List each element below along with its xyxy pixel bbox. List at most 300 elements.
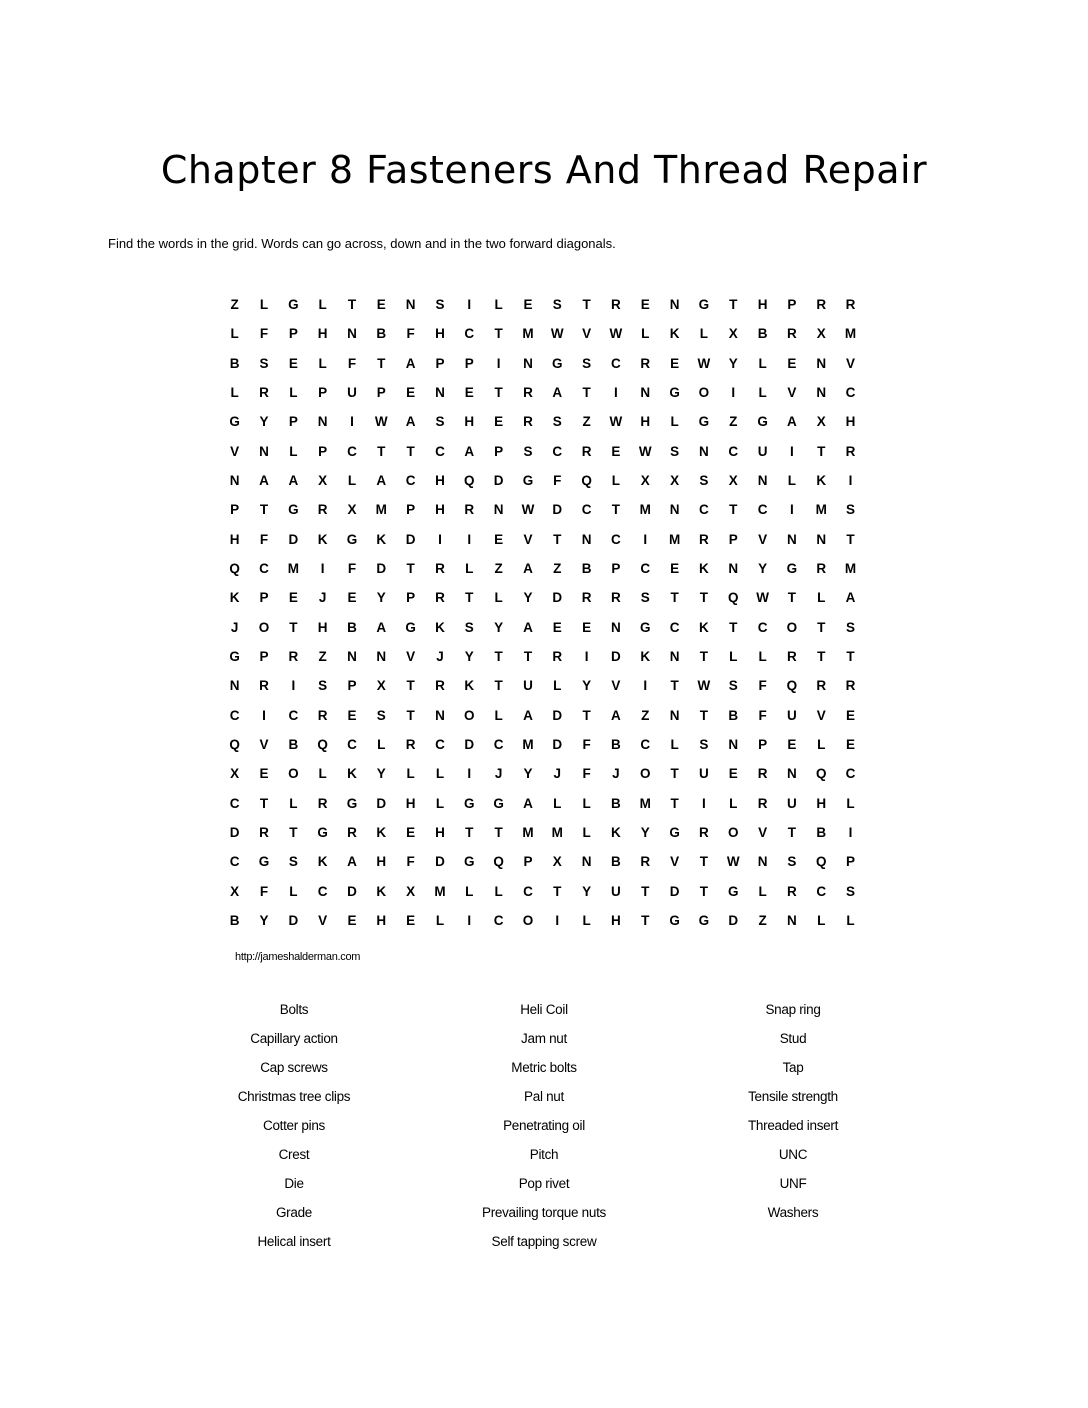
grid-cell: H xyxy=(757,297,768,313)
grid-cell: I xyxy=(790,443,794,459)
grid-cell: Q xyxy=(786,678,798,694)
grid-cell: C xyxy=(229,795,240,811)
grid-cell: P xyxy=(494,443,504,459)
grid-cell: T xyxy=(406,561,415,577)
grid-cell: N xyxy=(787,913,797,929)
grid-cell: R xyxy=(816,678,827,694)
grid-cell: O xyxy=(258,619,270,635)
grid-cell: Q xyxy=(229,737,240,753)
grid-cell: G xyxy=(229,649,240,665)
grid-cell: Y xyxy=(259,913,269,929)
word-list-item: Cotter pins xyxy=(263,1118,325,1133)
grid-cell: B xyxy=(229,355,240,371)
grid-cell: T xyxy=(787,825,797,841)
grid-cell: M xyxy=(815,502,827,518)
grid-cell: A xyxy=(405,355,416,371)
grid-cell: D xyxy=(611,649,621,665)
grid-cell: L xyxy=(259,297,269,313)
word-list-item: Pitch xyxy=(529,1147,559,1162)
grid-cell: R xyxy=(259,678,269,694)
grid-cell: J xyxy=(436,649,444,665)
grid-cell: G xyxy=(552,355,563,371)
grid-cell: M xyxy=(287,561,299,577)
grid-cell: K xyxy=(376,883,387,899)
grid-cell: K xyxy=(816,473,827,489)
grid-cell: H xyxy=(435,502,445,518)
grid-cell: R xyxy=(845,443,856,459)
grid-cell: H xyxy=(640,414,651,430)
grid-cell: U xyxy=(347,385,357,401)
grid-row xyxy=(220,378,880,407)
grid-cell: T xyxy=(670,795,679,811)
grid-cell: R xyxy=(845,678,856,694)
grid-cell: R xyxy=(816,561,827,577)
grid-cell: R xyxy=(464,502,475,518)
grid-cell: Y xyxy=(376,766,386,782)
grid-cell: T xyxy=(699,883,709,899)
grid-cell: M xyxy=(668,531,681,547)
grid-cell: L xyxy=(347,473,357,489)
grid-cell: I xyxy=(467,297,472,313)
grid-cell: D xyxy=(288,913,299,929)
grid-cell: X xyxy=(376,678,386,694)
grid-cell: W xyxy=(697,678,711,694)
grid-cell: C xyxy=(728,443,739,459)
grid-cell: Y xyxy=(582,678,592,694)
grid-cell: F xyxy=(347,355,357,371)
grid-cell: I xyxy=(614,385,618,401)
grid-cell: V xyxy=(670,854,680,870)
grid-cell: E xyxy=(787,737,797,753)
grid-cell: K xyxy=(464,678,475,694)
grid-cell: G xyxy=(346,795,358,811)
grid-cell: A xyxy=(259,473,269,489)
grid-cell: J xyxy=(553,766,562,782)
word-list-item: Jam nut xyxy=(521,1031,567,1046)
grid-cell: N xyxy=(435,385,445,401)
grid-cell: X xyxy=(670,473,680,489)
grid-cell: A xyxy=(405,414,416,430)
grid-cell: X xyxy=(728,326,738,342)
grid-cell: D xyxy=(376,561,387,577)
grid-cell: C xyxy=(523,883,533,899)
grid-cell: F xyxy=(406,854,415,870)
word-list-item: Pop rivet xyxy=(518,1176,570,1191)
grid-cell: L xyxy=(758,355,767,371)
grid-cell: I xyxy=(731,385,736,401)
grid-cell: Y xyxy=(640,825,650,841)
grid-cell: E xyxy=(464,385,474,401)
grid-cell: E xyxy=(494,531,504,547)
word-list-item: UNF xyxy=(779,1176,807,1191)
grid-cell: L xyxy=(318,297,327,313)
grid-cell: N xyxy=(757,473,768,489)
grid-cell: W xyxy=(374,414,388,430)
grid-cell: T xyxy=(670,766,679,782)
grid-cell: T xyxy=(670,590,679,606)
grid-cell: A xyxy=(288,473,299,489)
grid-cell: B xyxy=(376,326,387,342)
grid-cell: H xyxy=(317,619,328,635)
grid-cell: T xyxy=(641,883,650,899)
grid-cell: C xyxy=(435,443,445,459)
grid-cell: K xyxy=(699,619,709,635)
grid-cell: F xyxy=(406,326,415,342)
grid-cell: W xyxy=(609,326,623,342)
grid-cell: K xyxy=(699,561,709,577)
grid-cell: N xyxy=(787,766,797,782)
grid-cell: T xyxy=(494,649,503,665)
grid-cell: T xyxy=(377,355,386,371)
source-url: http://jameshalderman.com xyxy=(235,951,361,963)
grid-cell: N xyxy=(640,385,651,401)
grid-cell: G xyxy=(493,795,504,811)
grid-cell: I xyxy=(438,531,442,547)
grid-cell: A xyxy=(347,854,357,870)
grid-cell: T xyxy=(611,502,621,518)
grid-cell: K xyxy=(376,825,387,841)
grid-cell: L xyxy=(670,414,679,430)
grid-cell: V xyxy=(611,678,621,694)
word-list-item: Capillary action xyxy=(250,1031,338,1046)
grid-cell: T xyxy=(846,649,855,665)
grid-cell: I xyxy=(584,649,589,665)
grid-row xyxy=(220,730,880,759)
grid-cell: M xyxy=(522,825,534,841)
grid-cell: C xyxy=(347,737,357,753)
grid-cell: X xyxy=(230,766,240,782)
grid-cell: V xyxy=(758,531,768,547)
grid-cell: E xyxy=(494,414,504,430)
grid-cell: Z xyxy=(729,414,738,430)
word-list-item: Self tapping screw xyxy=(491,1234,597,1249)
grid-cell: Z xyxy=(758,913,767,929)
word-list-item: Die xyxy=(284,1176,304,1191)
grid-cell: Q xyxy=(815,854,827,870)
grid-cell: R xyxy=(317,502,328,518)
grid-cell: L xyxy=(582,795,591,811)
grid-cell: L xyxy=(406,766,415,782)
grid-cell: B xyxy=(288,737,299,753)
grid-cell: L xyxy=(817,913,826,929)
word-list-item: Prevailing torque nuts xyxy=(482,1205,606,1220)
grid-cell: C xyxy=(229,854,240,870)
grid-cell: C xyxy=(611,355,621,371)
grid-row xyxy=(220,319,880,348)
grid-cell: Z xyxy=(641,707,650,723)
page-title: Chapter 8 Fasteners And Thread Repair xyxy=(160,148,928,192)
grid-cell: H xyxy=(816,795,827,811)
grid-cell: G xyxy=(669,385,680,401)
grid-cell: X xyxy=(230,883,240,899)
grid-cell: O xyxy=(786,619,798,635)
grid-cell: Q xyxy=(229,561,240,577)
grid-cell: S xyxy=(670,443,680,459)
grid-cell: L xyxy=(553,678,562,694)
grid-cell: I xyxy=(262,707,266,723)
grid-cell: E xyxy=(288,355,298,371)
grid-cell: S xyxy=(699,473,709,489)
grid-cell: H xyxy=(317,326,328,342)
grid-cell: S xyxy=(318,678,328,694)
grid-cell: U xyxy=(757,443,768,459)
grid-cell: F xyxy=(259,326,269,342)
grid-cell: I xyxy=(467,531,472,547)
grid-cell: R xyxy=(757,795,768,811)
grid-cell: Q xyxy=(317,737,328,753)
grid-cell: D xyxy=(229,825,240,841)
grid-cell: A xyxy=(552,385,563,401)
grid-cell: X xyxy=(552,854,562,870)
grid-row xyxy=(220,495,880,524)
grid-cell: V xyxy=(259,737,269,753)
grid-cell: N xyxy=(669,649,680,665)
grid-cell: D xyxy=(288,531,299,547)
grid-cell: I xyxy=(291,678,296,694)
grid-cell: T xyxy=(817,649,826,665)
grid-cell: G xyxy=(317,825,328,841)
grid-row xyxy=(220,349,880,378)
grid-cell: I xyxy=(555,913,560,929)
grid-cell: O xyxy=(698,385,710,401)
grid-cell: E xyxy=(846,707,856,723)
grid-cell: P xyxy=(288,414,298,430)
grid-cell: E xyxy=(670,355,680,371)
grid-cell: R xyxy=(699,825,709,841)
grid-cell: G xyxy=(698,414,710,430)
grid-cell: C xyxy=(816,883,827,899)
grid-cell: B xyxy=(757,326,768,342)
word-list-item: Grade xyxy=(275,1205,313,1220)
grid-cell: E xyxy=(728,766,738,782)
grid-cell: I xyxy=(320,561,325,577)
grid-cell: L xyxy=(611,473,621,489)
grid-cell: B xyxy=(816,825,827,841)
grid-cell: R xyxy=(435,590,445,606)
grid-cell: L xyxy=(699,326,709,342)
grid-cell: C xyxy=(611,531,621,547)
grid-cell: N xyxy=(728,737,739,753)
grid-cell: G xyxy=(698,913,710,929)
grid-row xyxy=(220,847,880,876)
grid-cell: N xyxy=(669,707,680,723)
grid-cell: T xyxy=(729,619,738,635)
grid-cell: S xyxy=(288,854,298,870)
grid-cell: N xyxy=(493,502,504,518)
grid-cell: N xyxy=(816,531,827,547)
grid-cell: W xyxy=(697,355,711,371)
grid-cell: P xyxy=(230,502,240,518)
grid-cell: T xyxy=(582,385,591,401)
grid-cell: I xyxy=(496,355,501,371)
grid-cell: S xyxy=(259,355,269,371)
grid-cell: R xyxy=(317,707,328,723)
grid-cell: R xyxy=(581,443,592,459)
grid-cell: L xyxy=(787,473,797,489)
grid-cell: K xyxy=(376,531,387,547)
grid-cell: A xyxy=(523,795,533,811)
grid-cell: D xyxy=(728,913,739,929)
grid-cell: H xyxy=(405,795,416,811)
word-list-item: Snap ring xyxy=(765,1002,821,1017)
grid-cell: A xyxy=(376,473,387,489)
grid-cell: L xyxy=(289,443,298,459)
grid-cell: T xyxy=(787,590,797,606)
grid-cell: P xyxy=(728,531,738,547)
grid-cell: C xyxy=(435,737,445,753)
grid-cell: T xyxy=(817,443,826,459)
grid-cell: Z xyxy=(318,649,327,665)
grid-cell: T xyxy=(494,385,503,401)
grid-cell: A xyxy=(523,619,533,635)
grid-cell: H xyxy=(435,473,445,489)
grid-cell: T xyxy=(347,297,357,313)
grid-cell: L xyxy=(846,913,855,929)
grid-cell: P xyxy=(464,355,474,371)
grid-row xyxy=(220,818,880,847)
grid-cell: M xyxy=(434,883,446,899)
grid-cell: R xyxy=(405,737,416,753)
grid-cell: N xyxy=(757,854,768,870)
grid-cell: I xyxy=(467,913,472,929)
instructions: Find the words in the grid. Words can go across, down and in the two forward diagonals. xyxy=(108,236,616,251)
grid-cell: P xyxy=(318,385,328,401)
grid-cell: P xyxy=(846,854,856,870)
grid-cell: E xyxy=(259,766,269,782)
grid-cell: T xyxy=(817,619,826,635)
grid-cell: L xyxy=(641,326,650,342)
grid-cell: F xyxy=(259,883,269,899)
word-list-item: Tap xyxy=(782,1060,804,1075)
word-list-item: Threaded insert xyxy=(747,1118,839,1133)
grid-cell: T xyxy=(699,854,709,870)
grid-cell: U xyxy=(699,766,709,782)
grid-row xyxy=(220,877,880,906)
grid-cell: M xyxy=(375,502,387,518)
grid-cell: A xyxy=(523,707,533,723)
grid-row xyxy=(220,642,880,671)
grid-cell: Y xyxy=(523,590,533,606)
grid-cell: V xyxy=(582,326,592,342)
grid-cell: C xyxy=(229,707,240,723)
grid-cell: S xyxy=(846,883,856,899)
grid-cell: Y xyxy=(582,883,592,899)
grid-cell: D xyxy=(552,590,563,606)
grid-cell: H xyxy=(376,854,387,870)
grid-cell: T xyxy=(553,883,562,899)
grid-cell: I xyxy=(790,502,794,518)
grid-cell: D xyxy=(493,473,504,489)
grid-cell: R xyxy=(611,590,621,606)
grid-cell: F xyxy=(758,678,767,694)
grid-cell: S xyxy=(552,414,562,430)
grid-cell: P xyxy=(376,385,386,401)
grid-cell: G xyxy=(464,795,475,811)
grid-cell: O xyxy=(727,825,739,841)
grid-cell: L xyxy=(230,385,239,401)
grid-cell: J xyxy=(612,766,620,782)
grid-cell: N xyxy=(435,707,445,723)
grid-cell: U xyxy=(611,883,621,899)
grid-cell: R xyxy=(845,297,856,313)
grid-cell: X xyxy=(816,326,826,342)
grid-row xyxy=(220,789,880,818)
grid-cell: L xyxy=(817,737,826,753)
word-list-item: Tensile strength xyxy=(748,1089,838,1104)
grid-cell: N xyxy=(699,443,709,459)
grid-cell: D xyxy=(552,707,563,723)
grid-cell: H xyxy=(435,825,445,841)
grid-cell: R xyxy=(552,649,563,665)
grid-cell: R xyxy=(435,561,445,577)
grid-cell: E xyxy=(288,590,298,606)
grid-cell: W xyxy=(756,590,769,606)
grid-cell: W xyxy=(726,854,740,870)
grid-cell: S xyxy=(640,590,650,606)
grid-cell: W xyxy=(550,326,564,342)
grid-cell: C xyxy=(347,443,357,459)
grid-cell: Y xyxy=(259,414,269,430)
grid-cell: R xyxy=(581,590,592,606)
grid-cell: E xyxy=(846,737,856,753)
grid-cell: E xyxy=(552,619,562,635)
grid-cell: T xyxy=(670,678,679,694)
grid-cell: Z xyxy=(553,561,562,577)
grid-cell: F xyxy=(582,766,591,782)
grid-cell: E xyxy=(582,619,592,635)
grid-cell: U xyxy=(787,707,797,723)
grid-cell: P xyxy=(611,561,621,577)
grid-cell: D xyxy=(552,737,563,753)
grid-cell: U xyxy=(523,678,533,694)
grid-cell: N xyxy=(611,619,621,635)
grid-cell: P xyxy=(406,502,416,518)
grid-cell: T xyxy=(846,531,855,547)
grid-cell: B xyxy=(611,795,621,811)
grid-cell: L xyxy=(729,795,738,811)
grid-cell: N xyxy=(787,531,797,547)
grid-cell: L xyxy=(435,795,445,811)
grid-cell: S xyxy=(376,707,386,723)
word-list-item: Heli Coil xyxy=(520,1002,568,1017)
grid-cell: S xyxy=(846,619,856,635)
grid-cell: T xyxy=(729,297,738,313)
grid-cell: N xyxy=(581,854,592,870)
grid-cell: C xyxy=(640,737,651,753)
grid-cell: T xyxy=(259,795,269,811)
grid-cell: R xyxy=(347,825,357,841)
grid-cell: D xyxy=(669,883,680,899)
grid-cell: Y xyxy=(494,619,504,635)
grid-cell: E xyxy=(376,297,386,313)
grid-cell: N xyxy=(581,531,592,547)
grid-cell: G xyxy=(229,414,240,430)
grid-cell: C xyxy=(640,561,651,577)
grid-cell: K xyxy=(229,590,240,606)
grid-cell: M xyxy=(522,326,534,342)
grid-cell: W xyxy=(521,502,535,518)
grid-row xyxy=(220,466,880,495)
grid-cell: C xyxy=(669,619,680,635)
grid-cell: F xyxy=(259,531,269,547)
grid-cell: A xyxy=(787,414,797,430)
grid-cell: J xyxy=(318,590,327,606)
grid-cell: Q xyxy=(727,590,739,606)
grid-cell: T xyxy=(699,649,709,665)
grid-cell: T xyxy=(553,531,562,547)
grid-cell: E xyxy=(406,825,416,841)
grid-cell: Y xyxy=(758,561,768,577)
